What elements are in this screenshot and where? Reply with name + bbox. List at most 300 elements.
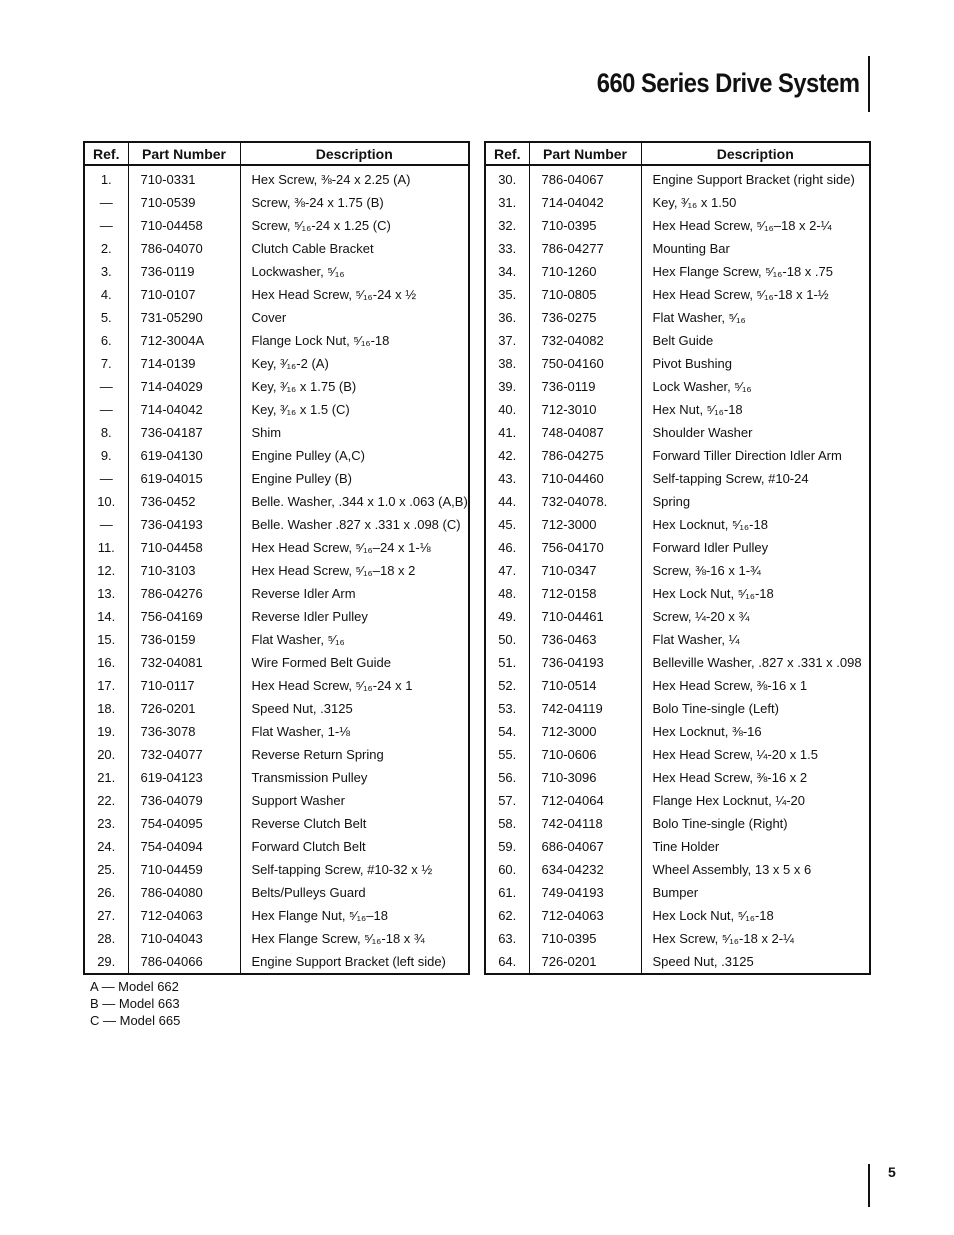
ref-cell: 28. [84,927,128,950]
description-cell: Hex Head Screw, ⁵⁄₁₆–24 x 1-⅛ [251,540,431,555]
description-column-header: Description [240,142,469,165]
ref-cell: 11. [84,536,128,559]
description-cell: Speed Nut, .3125 [251,701,353,716]
ref-cell: 13. [84,582,128,605]
ref-cell: 37. [485,329,529,352]
table-row [485,467,870,490]
ref-cell: 33. [485,237,529,260]
ref-cell: 23. [84,812,128,835]
table-row [485,421,870,444]
table-row [84,651,469,674]
table-row [485,352,870,375]
description-cell: Key, ³⁄₁₆-2 (A) [251,356,329,371]
ref-cell: 10. [84,490,128,513]
description-cell: Wheel Assembly, 13 x 5 x 6 [652,862,812,877]
description-cell: Tine Holder [652,839,720,854]
part-number-cell: 736-0119 [128,260,240,283]
description-cell: Clutch Cable Bracket [251,241,374,256]
part-number-cell: 710-0331 [128,165,240,191]
ref-cell: 40. [485,398,529,421]
description-cell: Forward Idler Pulley [652,540,769,555]
legend-item: C — Model 665 [90,1013,181,1028]
table-row [485,329,870,352]
description-cell: Belleville Washer, .827 x .331 x .098 [652,655,862,670]
part-number-cell: 712-3010 [529,398,641,421]
ref-cell: 26. [84,881,128,904]
ref-cell: 60. [485,858,529,881]
table-row [485,927,870,950]
parts-table-right [484,141,871,975]
ref-cell: 39. [485,375,529,398]
ref-cell: 19. [84,720,128,743]
part-number-cell: 786-04067 [529,165,641,191]
part-number-cell: 736-3078 [128,720,240,743]
ref-cell: 31. [485,191,529,214]
table-row [485,306,870,329]
description-cell: Hex Flange Screw, ⁵⁄₁₆-18 x ¾ [251,931,425,946]
description-cell: Flange Lock Nut, ⁵⁄₁₆-18 [251,333,390,348]
table-row [84,513,469,536]
part-number-cell: 756-04170 [529,536,641,559]
table-row [485,165,870,191]
page-title: 660 Series Drive System [596,68,859,98]
part-number-cell: 714-04029 [128,375,240,398]
table-row [485,858,870,881]
description-cell: Spring [652,494,691,509]
part-number-cell: 710-0395 [529,214,641,237]
table-row [84,375,469,398]
table-header-row [485,142,870,165]
part-number-cell: 619-04015 [128,467,240,490]
part-number-cell: 756-04169 [128,605,240,628]
description-cell: Belle. Washer, .344 x 1.0 x .063 (A,B) [251,494,468,509]
description-cell: Support Washer [251,793,345,808]
description-cell: Engine Support Bracket (right side) [652,172,855,187]
ref-cell: 38. [485,352,529,375]
description-cell: Lockwasher, ⁵⁄₁₆ [251,264,345,279]
ref-cell: 12. [84,559,128,582]
description-cell: Mounting Bar [652,241,730,256]
description-cell: Hex Head Screw, ⁵⁄₁₆-24 x 1 [251,678,413,693]
ref-cell: 45. [485,513,529,536]
table-row [84,789,469,812]
ref-cell: 34. [485,260,529,283]
part-number-cell: 731-05290 [128,306,240,329]
table-row [84,674,469,697]
part-number-cell: 786-04066 [128,950,240,974]
part-number-cell: 754-04095 [128,812,240,835]
ref-cell: 41. [485,421,529,444]
ref-cell: 49. [485,605,529,628]
table-row [485,950,870,974]
table-row [84,835,469,858]
part-number-cell: 736-04193 [128,513,240,536]
part-number-cell: 742-04118 [529,812,641,835]
description-cell: Forward Tiller Direction Idler Arm [652,448,842,463]
table-row [485,490,870,513]
table-row [485,559,870,582]
part-number-cell: 726-0201 [128,697,240,720]
parts-table-body [84,165,469,974]
description-cell: Shoulder Washer [652,425,753,440]
part-number-cell: 732-04077 [128,743,240,766]
ref-cell: 3. [84,260,128,283]
part-number-cell: 786-04070 [128,237,240,260]
part-number-cell: 786-04277 [529,237,641,260]
table-row [84,352,469,375]
part-number-cell: 736-0452 [128,490,240,513]
ref-cell: 29. [84,950,128,974]
part-number-cell: 732-04078. [529,490,641,513]
description-cell: Hex Locknut, ⅜-16 [652,724,762,739]
part-number-cell: 710-04459 [128,858,240,881]
ref-cell: 57. [485,789,529,812]
part-number-cell: 754-04094 [128,835,240,858]
table-row [485,237,870,260]
description-cell: Belts/Pulleys Guard [251,885,366,900]
ref-cell: — [84,191,128,214]
ref-cell: 2. [84,237,128,260]
part-number-cell: 710-0805 [529,283,641,306]
table-row [485,375,870,398]
ref-cell: — [84,513,128,536]
part-number-column-header: Part Number [128,142,240,165]
table-row [84,398,469,421]
table-row [485,697,870,720]
table-row [485,214,870,237]
part-number-cell: 742-04119 [529,697,641,720]
ref-cell: 61. [485,881,529,904]
ref-cell: 35. [485,283,529,306]
table-row [84,490,469,513]
ref-cell: 55. [485,743,529,766]
description-cell: Engine Support Bracket (left side) [251,954,446,969]
ref-cell: 51. [485,651,529,674]
ref-cell: 21. [84,766,128,789]
description-cell: Reverse Idler Arm [251,586,356,601]
ref-cell: 50. [485,628,529,651]
ref-cell: 18. [84,697,128,720]
ref-cell: 1. [84,165,128,191]
ref-cell: 63. [485,927,529,950]
description-cell: Hex Head Screw, ⅜-16 x 2 [652,770,808,785]
ref-cell: 25. [84,858,128,881]
table-row [84,858,469,881]
part-number-cell: 710-0514 [529,674,641,697]
description-cell: Speed Nut, .3125 [652,954,754,969]
description-cell: Pivot Bushing [652,356,732,371]
ref-cell: 8. [84,421,128,444]
part-number-column-header: Part Number [529,142,641,165]
part-number-cell: 786-04276 [128,582,240,605]
ref-cell: 59. [485,835,529,858]
table-row [485,191,870,214]
table-row [84,950,469,974]
ref-cell: 54. [485,720,529,743]
part-number-cell: 736-0275 [529,306,641,329]
table-row [84,605,469,628]
part-number-cell: 710-0395 [529,927,641,950]
part-number-cell: 736-0119 [529,375,641,398]
ref-cell: 62. [485,904,529,927]
ref-cell: 16. [84,651,128,674]
ref-cell: 47. [485,559,529,582]
part-number-cell: 736-04187 [128,421,240,444]
table-row [84,444,469,467]
description-cell: Flat Washer, 1-⅛ [251,724,350,739]
part-number-cell: 732-04082 [529,329,641,352]
description-cell: Bolo Tine-single (Right) [652,816,788,831]
table-row [84,812,469,835]
table-row [485,904,870,927]
table-row [485,881,870,904]
table-row [84,904,469,927]
part-number-cell: 736-04079 [128,789,240,812]
ref-cell: 46. [485,536,529,559]
part-number-cell: 710-04458 [128,214,240,237]
description-cell: Flange Hex Locknut, ¼-20 [652,793,805,808]
description-cell: Bolo Tine-single (Left) [652,701,779,716]
part-number-cell: 786-04275 [529,444,641,467]
description-cell: Key, ³⁄₁₆ x 1.50 [652,195,737,210]
part-number-cell: 748-04087 [529,421,641,444]
part-number-cell: 619-04123 [128,766,240,789]
parts-table-body [485,165,870,974]
description-cell: Screw, ⅜-24 x 1.75 (B) [251,195,384,210]
part-number-cell: 712-3000 [529,513,641,536]
description-cell: Screw, ⁵⁄₁₆-24 x 1.25 (C) [251,218,391,233]
description-cell: Transmission Pulley [251,770,368,785]
part-number-cell: 712-04063 [529,904,641,927]
ref-column-header: Ref. [84,142,128,165]
description-cell: Hex Head Screw, ⁵⁄₁₆-24 x ½ [251,287,417,302]
legend-item: A — Model 662 [90,979,179,994]
description-cell: Belle. Washer .827 x .331 x .098 (C) [251,517,461,532]
ref-cell: 52. [485,674,529,697]
description-cell: Self-tapping Screw, #10-32 x ½ [251,862,433,877]
description-cell: Hex Screw, ⁵⁄₁₆-18 x 2-¼ [652,931,794,946]
table-row [485,536,870,559]
description-cell: Cover [251,310,287,325]
part-number-cell: 736-0159 [128,628,240,651]
ref-cell: 6. [84,329,128,352]
description-cell: Hex Head Screw, ¼-20 x 1.5 [652,747,818,762]
table-row [485,789,870,812]
table-header-row [84,142,469,165]
part-number-cell: 749-04193 [529,881,641,904]
description-cell: Hex Locknut, ⁵⁄₁₆-18 [652,517,768,532]
part-number-cell: 726-0201 [529,950,641,974]
part-number-cell: 710-04043 [128,927,240,950]
table-row [485,812,870,835]
description-cell: Lock Washer, ⁵⁄₁₆ [652,379,752,394]
part-number-cell: 710-0606 [529,743,641,766]
part-number-cell: 750-04160 [529,352,641,375]
ref-cell: 22. [84,789,128,812]
ref-cell: — [84,214,128,237]
description-cell: Hex Flange Screw, ⁵⁄₁₆-18 x .75 [652,264,833,279]
part-number-cell: 634-04232 [529,858,641,881]
part-number-cell: 786-04080 [128,881,240,904]
description-cell: Self-tapping Screw, #10-24 [652,471,809,486]
part-number-cell: 710-3096 [529,766,641,789]
ref-cell: 20. [84,743,128,766]
description-cell: Key, ³⁄₁₆ x 1.75 (B) [251,379,357,394]
ref-cell: 7. [84,352,128,375]
description-cell: Flat Washer, ⁵⁄₁₆ [251,632,345,647]
table-row [485,628,870,651]
table-row [485,283,870,306]
ref-cell: 5. [84,306,128,329]
part-number-cell: 710-04460 [529,467,641,490]
table-row [485,513,870,536]
ref-cell: 48. [485,582,529,605]
ref-cell: 64. [485,950,529,974]
table-row [485,444,870,467]
description-cell: Hex Head Screw, ⁵⁄₁₆-18 x 1-½ [652,287,829,302]
table-row [84,329,469,352]
table-row [84,628,469,651]
table-row [485,674,870,697]
description-cell: Reverse Idler Pulley [251,609,368,624]
description-cell: Hex Head Screw, ⁵⁄₁₆–18 x 2 [251,563,416,578]
description-cell: Flat Washer, ¼ [652,632,740,647]
table-row [84,766,469,789]
ref-cell: 53. [485,697,529,720]
description-cell: Screw, ¼-20 x ¾ [652,609,750,624]
ref-cell: 42. [485,444,529,467]
table-row [84,881,469,904]
part-number-cell: 736-04193 [529,651,641,674]
part-number-cell: 736-0463 [529,628,641,651]
part-number-cell: 712-0158 [529,582,641,605]
table-row [84,306,469,329]
table-row [84,743,469,766]
part-number-cell: 710-0107 [128,283,240,306]
part-number-cell: 710-1260 [529,260,641,283]
part-number-cell: 710-04461 [529,605,641,628]
part-number-cell: 712-3000 [529,720,641,743]
description-cell: Hex Lock Nut, ⁵⁄₁₆-18 [652,586,774,601]
ref-cell: 27. [84,904,128,927]
table-row [84,237,469,260]
table-row [485,651,870,674]
table-row [84,927,469,950]
page-number-divider [868,1164,870,1207]
part-number-cell: 710-3103 [128,559,240,582]
part-number-cell: 714-04042 [128,398,240,421]
table-row [485,398,870,421]
ref-cell: 4. [84,283,128,306]
table-row [84,720,469,743]
part-number-cell: 712-04063 [128,904,240,927]
table-row [485,743,870,766]
table-row [485,766,870,789]
ref-cell: 14. [84,605,128,628]
part-number-cell: 714-04042 [529,191,641,214]
ref-cell: 58. [485,812,529,835]
description-cell: Screw, ⅜-16 x 1-¾ [652,563,761,578]
legend-item: B — Model 663 [90,996,180,1011]
description-cell: Shim [251,425,282,440]
description-cell: Hex Lock Nut, ⁵⁄₁₆-18 [652,908,774,923]
part-number-cell: 619-04130 [128,444,240,467]
ref-cell: — [84,398,128,421]
title-divider [868,56,870,112]
part-number-cell: 714-0139 [128,352,240,375]
description-column-header: Description [641,142,870,165]
ref-cell: — [84,467,128,490]
ref-cell: 43. [485,467,529,490]
description-cell: Reverse Return Spring [251,747,384,762]
ref-column-header: Ref. [485,142,529,165]
ref-cell: 24. [84,835,128,858]
description-cell: Hex Screw, ⅜-24 x 2.25 (A) [251,172,411,187]
description-cell: Reverse Clutch Belt [251,816,367,831]
description-cell: Key, ³⁄₁₆ x 1.5 (C) [251,402,350,417]
table-row [84,191,469,214]
description-cell: Engine Pulley (A,C) [251,448,365,463]
ref-cell: 56. [485,766,529,789]
part-number-cell: 686-04067 [529,835,641,858]
ref-cell: 9. [84,444,128,467]
description-cell: Engine Pulley (B) [251,471,352,486]
table-row [485,720,870,743]
ref-cell: 36. [485,306,529,329]
table-row [485,835,870,858]
part-number-cell: 710-04458 [128,536,240,559]
description-cell: Hex Head Screw, ⁵⁄₁₆–18 x 2-¼ [652,218,832,233]
model-legend [90,978,180,1029]
description-cell: Hex Flange Nut, ⁵⁄₁₆–18 [251,908,388,923]
table-row [84,536,469,559]
description-cell: Hex Nut, ⁵⁄₁₆-18 [652,402,743,417]
table-row [84,283,469,306]
description-cell: Forward Clutch Belt [251,839,366,854]
table-row [84,421,469,444]
table-row [84,559,469,582]
description-cell: Belt Guide [652,333,714,348]
part-number-cell: 732-04081 [128,651,240,674]
ref-cell: 15. [84,628,128,651]
description-cell: Flat Washer, ⁵⁄₁₆ [652,310,746,325]
part-number-cell: 712-04064 [529,789,641,812]
page-number: 5 [888,1164,896,1180]
table-row [84,260,469,283]
table-row [84,214,469,237]
table-row [84,697,469,720]
table-row [485,582,870,605]
part-number-cell: 710-0347 [529,559,641,582]
part-number-cell: 710-0539 [128,191,240,214]
table-row [84,467,469,490]
description-cell: Wire Formed Belt Guide [251,655,391,670]
ref-cell: 17. [84,674,128,697]
table-row [485,260,870,283]
part-number-cell: 712-3004A [128,329,240,352]
ref-cell: 32. [485,214,529,237]
part-number-cell: 710-0117 [128,674,240,697]
description-cell: Hex Head Screw, ⅜-16 x 1 [652,678,808,693]
table-row [84,582,469,605]
ref-cell: — [84,375,128,398]
ref-cell: 30. [485,165,529,191]
table-row [485,605,870,628]
ref-cell: 44. [485,490,529,513]
description-cell: Bumper [652,885,699,900]
parts-table-left [83,141,470,975]
table-row [84,165,469,191]
